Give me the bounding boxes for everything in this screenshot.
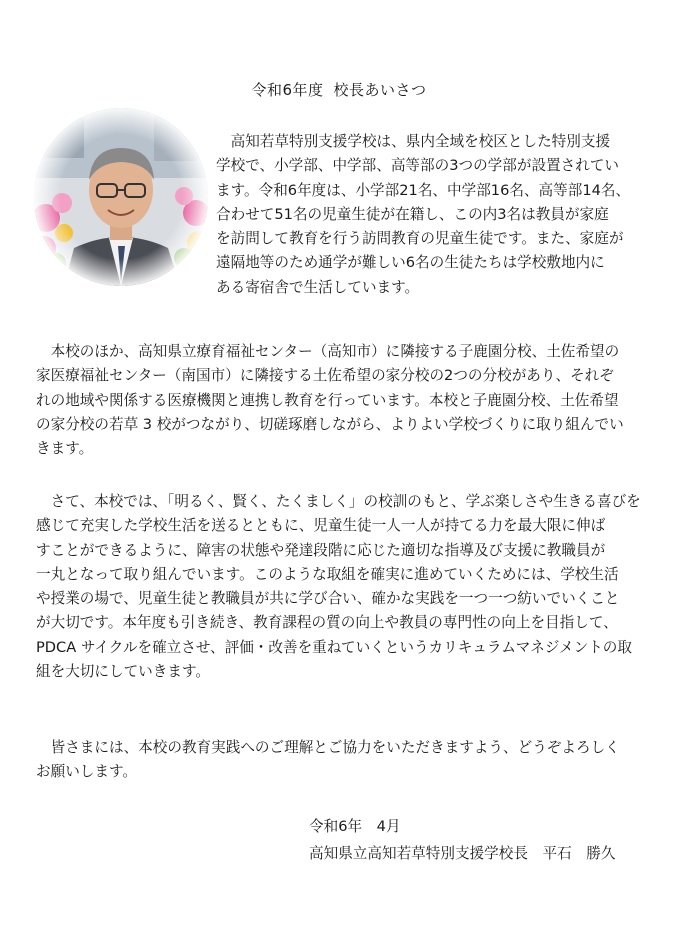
paragraph-line: 学校で、小学部、中学部、高等部の3つの学部が設置されてい: [216, 157, 620, 175]
paragraph-line: 合わせて51名の児童生徒が在籍し、この内3名は教員が家庭: [216, 205, 609, 223]
paragraph-line: すことができるように、障害の状態や発達段階に応じた適切な指導及び支援に教職員が: [36, 541, 606, 559]
paragraph-line: お願いします。: [36, 763, 137, 781]
paragraph-line: PDCA サイクルを確立させ、評価・改善を重ねていくというカリキュラムマネジメントの取: [36, 638, 632, 656]
paragraph-line: ある寄宿舎で生活しています。: [216, 278, 420, 296]
principal-photo: [34, 108, 208, 286]
paragraph-line: 一丸となって取り組んでいます。このような取組を確実に進めていくためには、学校生活: [36, 565, 619, 583]
paragraph-closing: [36, 736, 646, 785]
paragraph-line: が大切です。本年度も引き続き、教育課程の質の向上や教員の専門性の向上を目指して、: [36, 614, 618, 632]
paragraph-motto: [36, 490, 646, 684]
paragraph-line: さて、本校では、「明るく、賢く、たくましく」の校訓のもと、学ぶ楽しさや生きる喜びを: [36, 493, 641, 510]
paragraph-line: や授業の場で、児童生徒と教職員が共に学び合い、確かな実践を一つ一つ紡いでいくこと: [36, 590, 620, 608]
title-year: 令和6年度: [251, 81, 324, 99]
title-heading: 校長あいさつ: [333, 81, 427, 99]
paragraph-line: を訪問して教育を行う訪問教育の児童生徒です。また、家庭が: [216, 230, 624, 248]
signature-date: 令和6年 4月: [309, 818, 401, 835]
paragraph-line: れの地域や関係する医療機関と連携し教育を行っています。本校と子鹿園分校、土佐希望: [36, 391, 619, 409]
paragraph-line: きます。: [36, 440, 94, 458]
paragraph-line: 本校のほか、高知県立療育福祉センター（高知市）に隣接する子鹿園分校、土佐希望の: [36, 343, 620, 360]
page-title: [0, 79, 678, 100]
paragraph-line: 高知若草特別支援学校は、県内全域を校区とした特別支援: [216, 133, 611, 150]
principal-portrait-image: [34, 108, 208, 286]
paragraph-branches: [36, 340, 646, 461]
paragraph-line: 家医療福祉センター（南国市）に隣接する土佐希望の家分校の2つの分校があり、それぞ: [36, 367, 614, 385]
paragraph-line: 皆さまには、本校の教育実践へのご理解とご協力をいただきますよう、どうぞよろしく: [36, 739, 620, 756]
paragraph-line: 遠隔地等のため通学が難しい6名の生徒たちは学校敷地内に: [216, 254, 605, 272]
paragraph-line: ます。令和6年度は、小学部21名、中学部16名、高等部14名、: [216, 181, 631, 199]
paragraph-intro: [216, 130, 646, 300]
paragraph-line: 感じて充実した学校生活を送るとともに、児童生徒一人一人が持てる力を最大限に伸ば: [36, 517, 606, 535]
signature-name: 高知県立高知若草特別支援学校長 平石 勝久: [309, 845, 616, 862]
paragraph-line: 組を大切にしていきます。: [36, 663, 210, 681]
paragraph-line: の家分校の若草 3 校がつながり、切磋琢磨しながら、よりよい学校づくりに取り組んでい: [36, 415, 624, 433]
